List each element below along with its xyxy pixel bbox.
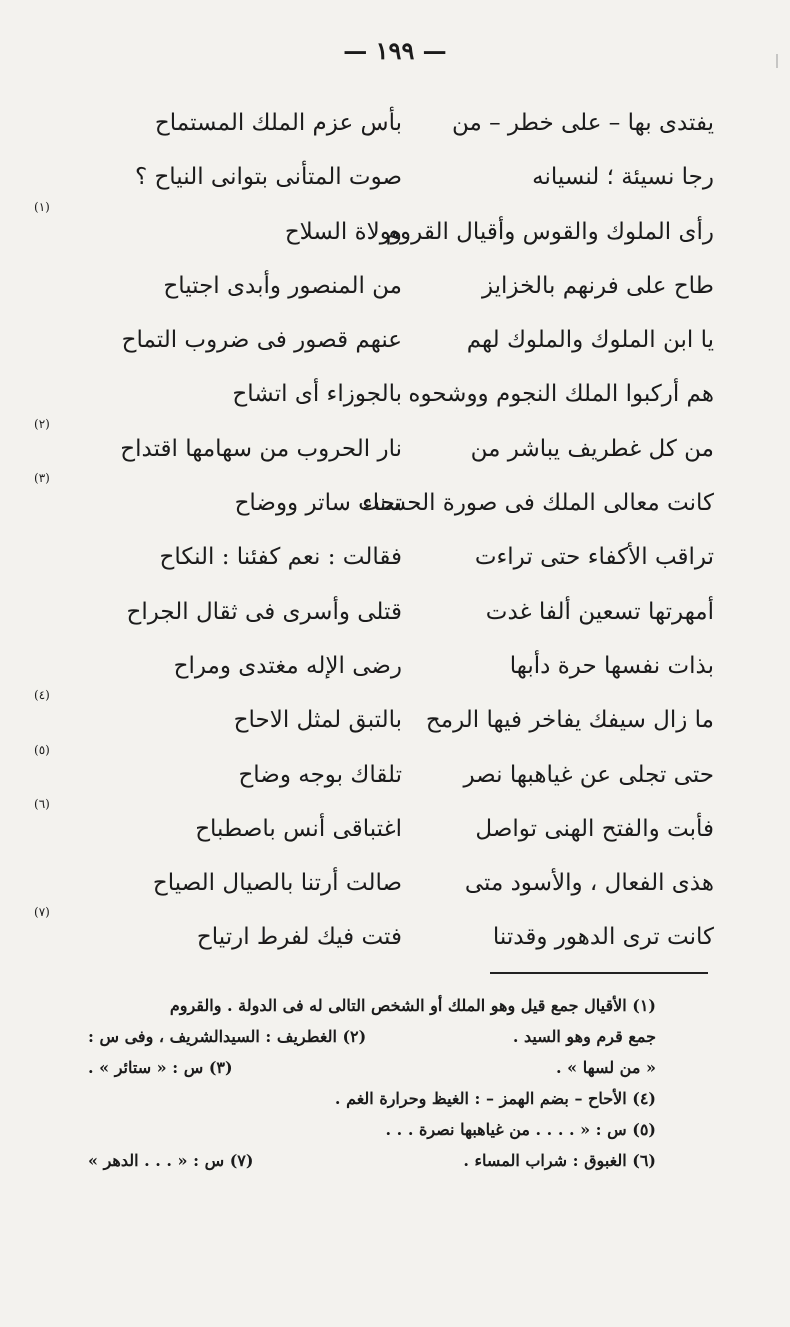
- verse-second-hemistich: بالجوزاء أى اتشاح: [232, 381, 402, 408]
- verse-line: [34, 416, 714, 476]
- verse-first-hemistich: كانت معالى الملك فى صورة الحسناء: [361, 490, 714, 517]
- footnote-separator: [490, 972, 708, 974]
- page-number: — ١٩٩ —: [343, 36, 447, 65]
- verse-line: [68, 585, 714, 639]
- footnote-line: [88, 1021, 656, 1052]
- verse-second-hemistich: صوت المتأنى بتوانى النياح ؟: [134, 164, 402, 191]
- verse-second-hemistich: بالتبق لمثل الاحاح: [233, 707, 402, 734]
- verse-line: [34, 796, 714, 856]
- verse-first-hemistich: كانت ترى الدهور وقدتنا: [492, 924, 714, 951]
- verse-first-hemistich: من كل غطريف يباشر من: [470, 435, 714, 462]
- footnote-marker: (٧): [34, 905, 50, 920]
- verse-second-hemistich: تلقاك بوجه وضاح: [238, 761, 402, 788]
- verse-line: [34, 471, 714, 530]
- verse-line: [68, 150, 714, 204]
- footnote-text: (٢) الغطريف : السيدالشريف ، وفى س :: [88, 1027, 367, 1046]
- footnote-marker: (٥): [34, 742, 50, 757]
- verse-first-hemistich: تراقب الأكفاء حتى تراءت: [474, 544, 714, 571]
- verse-line: [68, 96, 714, 150]
- footnote-text: « من لسها » .: [556, 1058, 656, 1077]
- verse-first-hemistich: يفتدى بها – على خطر – من: [451, 110, 714, 136]
- footnote-text: (٧) س : « . . . الدهر »: [88, 1151, 254, 1170]
- verse-first-hemistich: طاح على فرنهم بالخزايز: [481, 272, 714, 299]
- footnote-marker: (٤): [34, 688, 50, 703]
- verse-line: [68, 259, 714, 313]
- verse-second-hemistich: فتت فيك لفرط ارتياح: [196, 924, 402, 951]
- verse-second-hemistich: بأس عزم الملك المستماح: [154, 110, 402, 136]
- verse-line: [68, 313, 714, 367]
- verse-second-hemistich: نار الحروب من سهامها اقتداح: [120, 435, 402, 462]
- footnote-line: [88, 1052, 656, 1083]
- footnote-line: [88, 1114, 656, 1145]
- footnote-text: (٤) الأحاح – بضم الهمز – : الغيظ وحرارة الغم .: [334, 1089, 656, 1108]
- verse-second-hemistich: عنهم قصور فى ضروب التماح: [121, 327, 402, 354]
- verse-line: [68, 367, 714, 421]
- footnote-text: (١) الأقيال جمع قيل وهو الملك أو الشخص التالى له فى الدولة . والقروم: [169, 996, 656, 1015]
- verse-line: [68, 856, 714, 910]
- verse-line: [34, 742, 714, 802]
- verse-line: [68, 530, 714, 584]
- verse-first-hemistich: أمهرتها تسعين ألفا غدت: [485, 598, 714, 625]
- footnote-text: (٣) س : « ستائر » .: [88, 1058, 233, 1077]
- verse-second-hemistich: اغتباقى أنس باصطباح: [195, 815, 402, 842]
- verse-line: [34, 688, 714, 747]
- verse-first-hemistich: فأبت والفتح الهنى تواصل: [475, 815, 714, 842]
- verse-second-hemistich: رضى الإله مغتدى ومراح: [173, 652, 402, 679]
- verse-second-hemistich: وولاة السلاح: [284, 218, 402, 245]
- verse-second-hemistich: من المنصور وأبدى اجتياح: [163, 272, 402, 299]
- verse-second-hemistich: صالت أرتنا بالصيال الصياح: [152, 870, 402, 897]
- footnote-text: (٦) الغبوق : شراب المساء .: [463, 1151, 656, 1170]
- footnote-line: [88, 990, 656, 1021]
- footnote-marker: (٢): [34, 416, 50, 431]
- poem: [34, 96, 714, 965]
- verse-first-hemistich: رأى الملوك والقوس وأقيال القروم: [385, 218, 714, 245]
- verse-second-hemistich: فقالت : نعم كفئنا : النكاح: [159, 544, 402, 571]
- footnote-text: جمع قرم وهو السيد .: [512, 1027, 656, 1046]
- verse-first-hemistich: رجا نسيئة ؛ لنسيانه: [532, 164, 714, 191]
- verse-line: [34, 199, 714, 259]
- footnote-text: (٥) س : « . . . . من غياهبها نصرة . . .: [385, 1120, 656, 1139]
- footnote-marker: (٦): [34, 796, 50, 811]
- footnote-marker: (١): [34, 199, 50, 214]
- footnote-line: [88, 1083, 656, 1114]
- verse-first-hemistich: هم أركبوا الملك النجوم ووشحوه: [408, 381, 714, 408]
- verse-second-hemistich: تحت ساتر ووضاح: [234, 490, 402, 517]
- verse-first-hemistich: ما زال سيفك يفاخر فيها الرمح: [425, 707, 714, 734]
- footnote-marker: (٣): [34, 471, 50, 486]
- verse-first-hemistich: يا ابن الملوك والملوك لهم: [466, 327, 714, 354]
- footnote-line: [88, 1145, 656, 1176]
- verse-first-hemistich: بذات نفسها حرة دأبها: [509, 652, 714, 679]
- verse-first-hemistich: حتى تجلى عن غياهبها نصر: [463, 761, 714, 788]
- verse-line: [34, 905, 714, 964]
- footnotes: [88, 990, 656, 1176]
- verse-first-hemistich: هذى الفعال ، والأسود متى: [464, 870, 714, 897]
- verse-line: [68, 639, 714, 693]
- verse-second-hemistich: قتلى وأسرى فى ثقال الجراح: [126, 598, 402, 625]
